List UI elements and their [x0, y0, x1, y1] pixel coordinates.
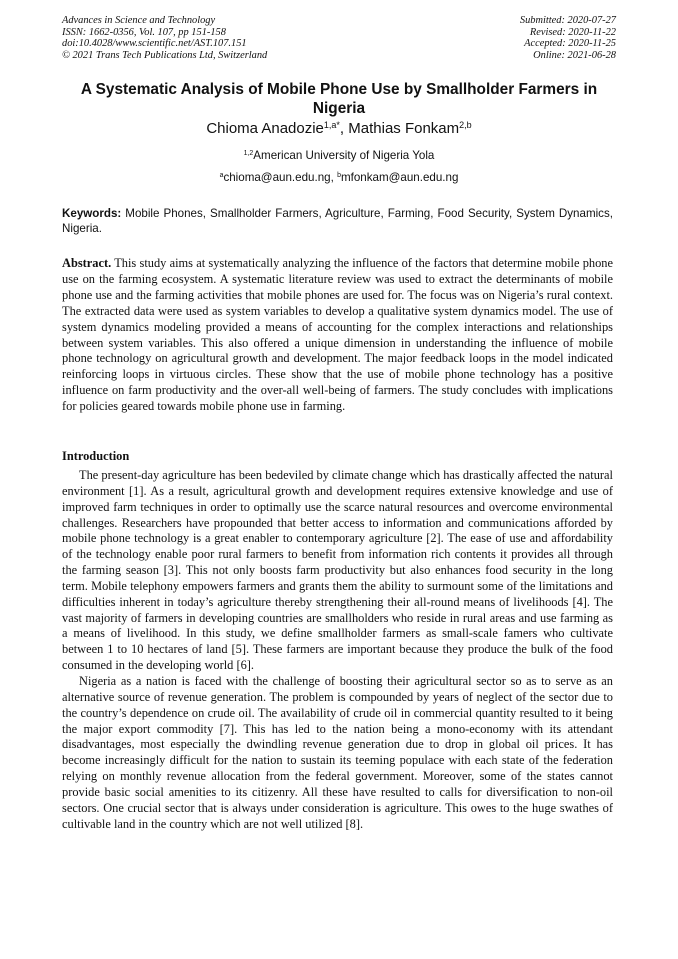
publication-dates	[520, 15, 616, 61]
author-name: Chioma Anadozie	[206, 120, 324, 137]
journal-info	[62, 15, 267, 61]
affiliation-marker: 1,2	[243, 150, 254, 158]
journal-doi: doi:10.4028/www.scientific.net/AST.107.151	[62, 38, 247, 50]
author-name: Mathias Fonkam	[348, 120, 460, 137]
author-list	[62, 120, 616, 138]
email-marker: a	[219, 172, 224, 180]
affiliation	[62, 149, 616, 163]
affiliation-text: American University of Nigeria Yola	[253, 149, 435, 162]
date-revised: Revised: 2020-11-22	[529, 26, 616, 38]
author-affil-marker: 1,a*	[323, 120, 340, 131]
email-link[interactable]: mfonkam@aun.edu.ng	[340, 171, 459, 184]
abstract	[62, 256, 613, 415]
paragraph: Nigeria as a nation is faced with the challenge of boosting their agricultural sector so as to serve as an alternative source of revenue generation. The problem is compounded by years of neglect of the sector due to the country’s dependence on crude oil. The availability of crude oil in commercial quantity resulted to it being the major export commodity [7]. This has led to the nation being a mono-economy with its attendant disadvantages, most especially the dwindling revenue generation due to drop in global oil prices. It has become increasingly difficult for the nation to sustain its teeming populace with each state of the federation relying on monthly revenue allocation from the federal government. Moreover, some of the states cannot provide basic social amenities to its citizenry. All these have resulted to calls for diversification to non-oil sectors. One crucial sector that is always under consideration is agriculture. This owes to the huge swathes of cultivable land in the country which are not well utilized [8].	[62, 673, 613, 831]
date-online: Online: 2021-06-28	[533, 49, 616, 61]
author-emails	[62, 171, 616, 185]
abstract-text: This study aims at systematically analyzing the influence of the factors that determine mobile phone use on the farming ecosystem. A systematic literature review was used to extract the determinants of mobile phone use and the farming activities that mobile phones are used for. The focus was on Nigeria’s rural context. The extracted data were used as system variables to develop a qualitative system dynamics model. The use of system dynamics modeling provided a means of accounting for the complex interactions and relationships between system variables. This also offered a unique dimension in understanding the influence of mobile phone technology on agricultural growth and development. The major feedback loops in the model indicated reinforcing loops in virtuous circles. These show that the use of mobile phone technology has a positive influence on farm productivity and the over-all well-being of farmers. The study concludes with implications for policies geared towards mobile phone use in farming.	[62, 256, 613, 414]
abstract-label: Abstract.	[62, 256, 112, 270]
date-accepted: Accepted: 2020-11-25	[524, 38, 616, 50]
keywords-label: Keywords:	[62, 207, 122, 220]
journal-name: Advances in Science and Technology	[62, 15, 216, 26]
email-separator: ,	[330, 171, 338, 184]
introduction-body	[62, 468, 613, 832]
journal-issn: ISSN: 1662-0356, Vol. 107, pp 151-158	[62, 26, 226, 38]
section-heading-introduction: Introduction	[62, 449, 130, 463]
keywords-text: Mobile Phones, Smallholder Farmers, Agriculture, Farming, Food Security, System Dynamics, Nigeria.	[62, 207, 613, 235]
paragraph: The present-day agriculture has been bedeviled by climate change which has drastically affected the natural environment [1]. As a result, agricultural growth and development requires extensive knowledge and use of improved farm techniques in order to optimally use the scarce natural resources and overcome environmental challenges. Researchers have propounded that better access to information and communications afforded by mobile phone technology is a great enabler to contemporary agriculture [2]. The ease of use and affordability of the technology enable poor rural farmers to benefit from information rich contents it provides all through the farming season [3]. This not only boosts farm productivity but also enhances food security in the long term. Mobile telephony empowers farmers and grants them the ability to surmount some of the limitations and difficulties inherent in today’s agriculture thereby strengthening their all-round means of livelihoods [4]. The vast majority of farmers in developing countries are smallholders who reside in rural areas and use farming as a means of livelihood. In this study, we define smallholder farmers as small-scale famers who cultivate between 1 to 10 hectares of land [5]. These farmers are important because they produce the bulk of the food consumed in the developing world [6].	[62, 468, 613, 673]
journal-copyright: © 2021 Trans Tech Publications Ltd, Switzerland	[62, 49, 268, 61]
keywords	[62, 206, 613, 236]
author-separator: ,	[339, 120, 349, 137]
date-submitted: Submitted: 2020-07-27	[519, 15, 616, 26]
email-marker: b	[337, 172, 341, 180]
author-affil-marker: 2,b	[459, 120, 472, 131]
email-link[interactable]: chioma@aun.edu.ng	[223, 171, 331, 184]
paper-title: A Systematic Analysis of Mobile Phone Use by Smallholder Farmers in Nigeria	[80, 81, 598, 117]
